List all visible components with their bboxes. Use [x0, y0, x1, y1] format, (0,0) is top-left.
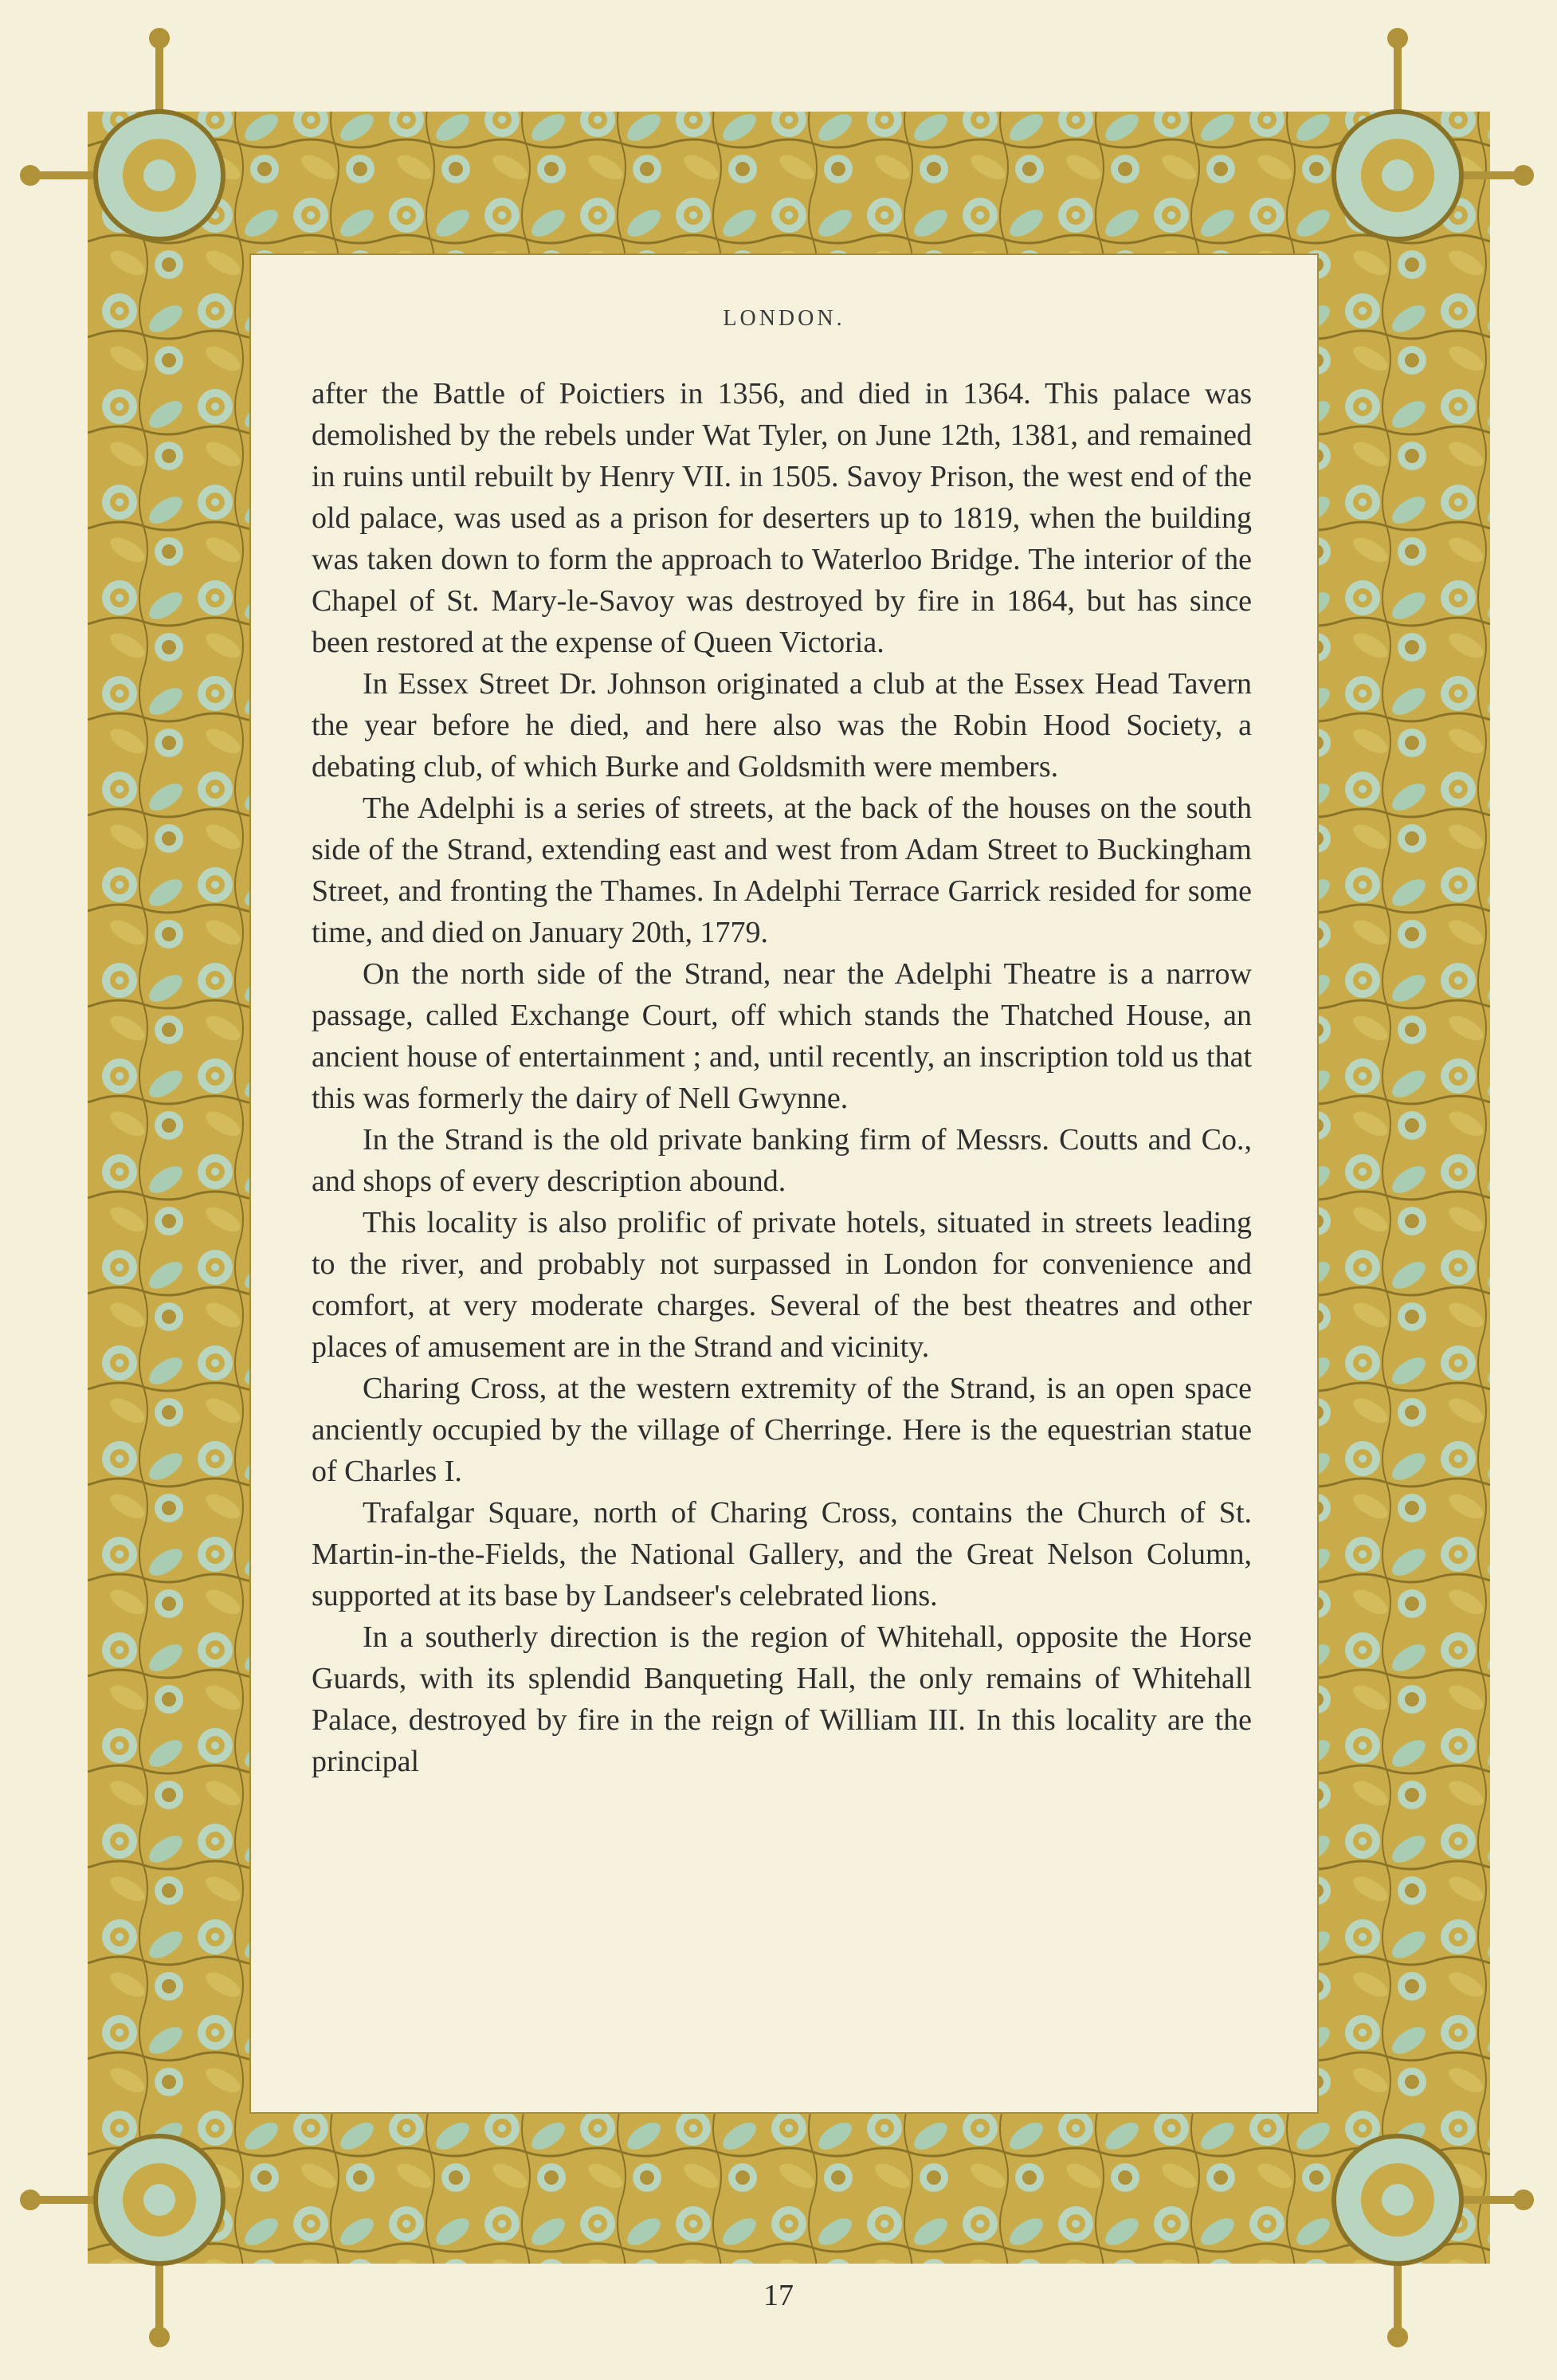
paragraph: On the north side of the Strand, near the Adelphi Theatre is a narrow passage, called Exchange Court, off which stands the Thatched House, an ancient house of entertainment ; and, until recently, an inscription told us that this was formerly the dairy of Nell Gwynne.	[312, 957, 1252, 1115]
paragraph: Charing Cross, at the western extremity of the Strand, is an open space anciently occupied by the village of Cherringe. Here is the equestrian statue of Charles I.	[312, 1372, 1252, 1488]
paragraph: Trafalgar Square, north of Charing Cross, contains the Church of St. Martin-in-the-Fields, the National Gallery, and the Great Nelson Column, supported at its base by Landseer's celebrated lions.	[312, 1496, 1252, 1612]
page-number: 17	[763, 2279, 794, 2312]
paragraph: In the Strand is the old private banking firm of Messrs. Coutts and Co., and shops of every description abound.	[312, 1123, 1252, 1198]
running-title: LONDON.	[723, 306, 845, 331]
paragraph: This locality is also prolific of private hotels, situated in streets leading to the river, and probably not surpassed in London for convenience and comfort, at very moderate charges. Several of the best theatres and other places of amusement are in the Strand and vicinity.	[312, 1206, 1252, 1364]
paragraph: The Adelphi is a series of streets, at the back of the houses on the south side of the Strand, extending east and west from Adam Street to Buckingham Street, and fronting the Thames. In Adelphi Terrace Garrick resided for some time, and died on January 20th, 1779.	[312, 791, 1252, 949]
paragraph: after the Battle of Poictiers in 1356, and died in 1364. This palace was demolished by the rebels under Wat Tyler, on June 12th, 1381, and remained in ruins until rebuilt by Henry VII. in 1505. Savoy Prison, the west end of the old palace, was used as a prison for deserters up to 1819, when the building was taken down to form the approach to Waterloo Bridge. The interior of the Chapel of St. Mary-le-Savoy was destroyed by fire in 1864, but has since been restored at the expense of Queen Victoria.	[312, 377, 1252, 659]
body-text	[312, 373, 1252, 1782]
paragraph: In Essex Street Dr. Johnson originated a club at the Essex Head Tavern the year before he died, and here also was the Robin Hood Society, a debating club, of which Burke and Goldsmith were members.	[312, 667, 1252, 784]
text-panel	[251, 255, 1317, 2112]
paragraph: In a southerly direction is the region of Whitehall, opposite the Horse Guards, with its splendid Banqueting Hall, the only remains of Whitehall Palace, destroyed by fire in the reign of William III. In this locality are the principal	[312, 1620, 1252, 1778]
